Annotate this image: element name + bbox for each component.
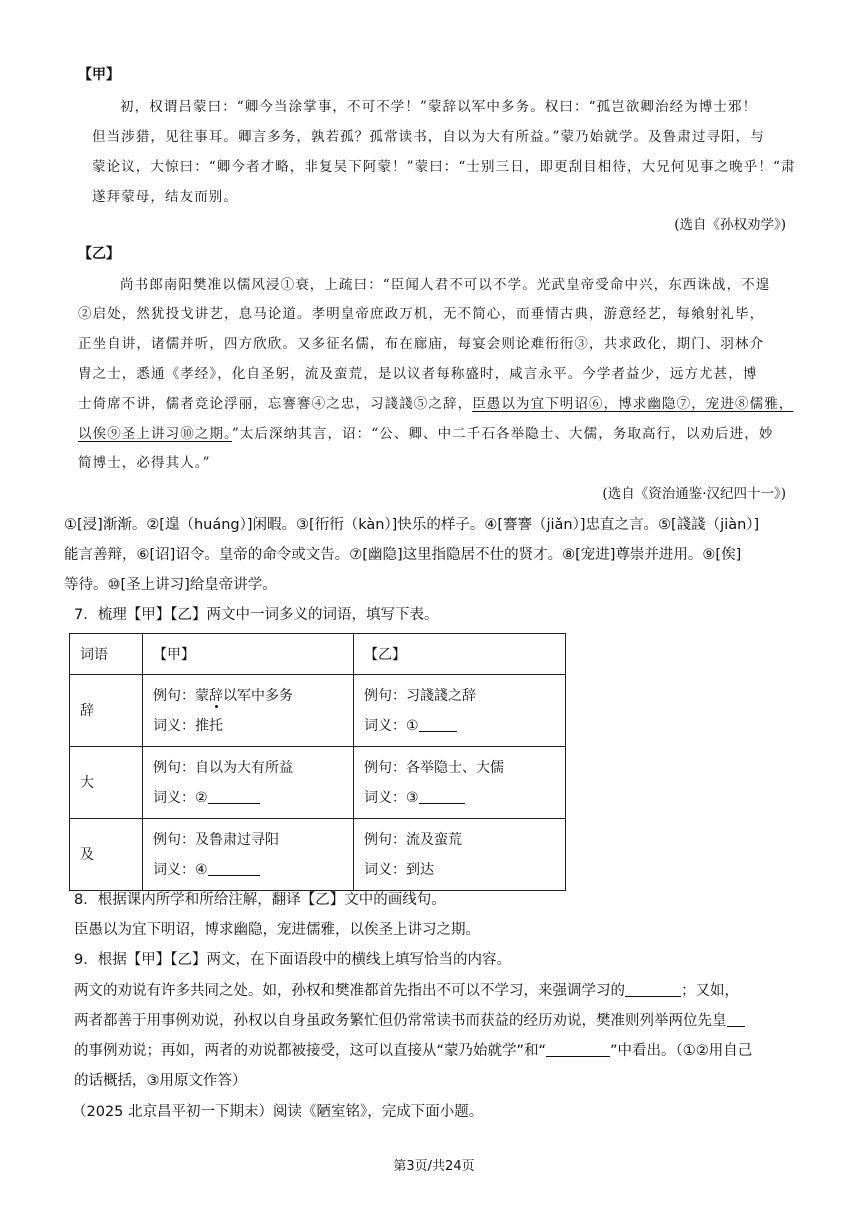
jia-meaning: 词义：② <box>153 783 343 813</box>
yi-line-1: 尚书郎南阳樊准以儒风浸①衰，上疏曰：“臣闻人君不可以不学。光武皇帝受命中兴，东西诛战，不遑 <box>120 277 771 293</box>
jia-line-2: 但当涉猎，见往事耳。卿言多务，孰若孤？孤常读书，自以为大有所益。”蒙乃始就学。及鲁肃过寻阳，与 <box>92 129 765 145</box>
yi-example: 例句：习諓諓之辞 <box>364 687 476 704</box>
yi-line-3: 正坐自讲，诸儒并听，四方欣欣。又多征名儒，布在廊庙，每宴会则论难衎衎③，共求政化，期门、羽林介 <box>78 336 765 352</box>
jia-line-1: 初，权谓吕蒙曰：“卿今当涂掌事，不可不学！”蒙辞以军中多务。权曰：“孤岂欲卿治经为博士邪！ <box>120 99 758 115</box>
yi-line-5 <box>78 393 793 415</box>
underlined-sentence-part-1: 臣愚以为宜下明诏⑥，博求幽隐⑦，宠进⑧儒雅， <box>472 396 794 412</box>
row-word: 大 <box>70 747 143 819</box>
answer-blank[interactable] <box>208 789 260 804</box>
yi-line-7: 简博士，必得其人。” <box>78 455 211 471</box>
jia-meaning: 词义：④ <box>153 855 343 885</box>
jia-example: 例句：及鲁肃过寻阳 <box>153 831 279 848</box>
q9-line-3: 的事例劝说；再如，两者的劝说都被接受，这可以直接从“蒙乃始就学”和“ ”中看出。（①②用自己 <box>74 1043 753 1059</box>
row-jia-cell <box>143 675 354 747</box>
q9-prompt: 9．根据【甲】【乙】两文，在下面语段中的横线上填写恰当的内容。 <box>74 952 511 968</box>
section-label-yi: 【乙】 <box>78 246 120 262</box>
yi-line-6 <box>78 423 773 445</box>
header-word: 词语 <box>70 634 143 675</box>
row-jia-cell <box>143 819 354 891</box>
yi-line-2: ②启处，然犹投戈讲艺，息马论道。孝明皇帝庶政万机，无不简心，而垂情古典，游意经艺，每飨射礼毕， <box>78 306 765 322</box>
q9-line-1: 两文的劝说有许多共同之处。如，孙权和樊准都首先指出不可以不学习，来强调学习的 ；又如， <box>74 983 739 999</box>
row-yi-cell <box>354 675 566 747</box>
answer-blank[interactable] <box>419 789 465 804</box>
row-word: 及 <box>70 819 143 891</box>
notes-line-2: 能言善辩，⑥[诏]诏令。皇帝的命令或文告。⑦[幽隐]这里指隐居不仕的贤才。⑧[宠进]尊崇并进用。⑨[俟] <box>64 547 742 563</box>
answer-blank[interactable] <box>625 982 681 997</box>
header-jia: 【甲】 <box>143 634 354 675</box>
answer-blank[interactable] <box>419 717 457 732</box>
row-word: 辞 <box>70 675 143 747</box>
table-row <box>70 675 566 747</box>
q9-line-4: 的话概括，③用原文作答） <box>74 1073 247 1089</box>
next-item-intro: （2025 北京昌平初一下期末）阅读《陋室铭》，完成下面小题。 <box>72 1104 484 1120</box>
yi-example: 例句：各举隐士、大儒 <box>364 759 504 776</box>
yi-source: (选自《资治通鉴·汉纪四十一》) <box>602 486 786 502</box>
q9-line-2: 两者都善于用事例劝说，孙权以自身虽政务繁忙但仍常常读书而获益的经历劝说，樊准则列举两位先皇 <box>74 1010 745 1032</box>
answer-blank[interactable] <box>546 1042 610 1057</box>
answer-blank[interactable] <box>727 1012 745 1027</box>
header-yi: 【乙】 <box>354 634 566 675</box>
notes-line-1: ①[浸]渐渐。②[遑（huáng）]闲暇。③[衎衎（kàn）]快乐的样子。④[謇謇（jiǎn）]忠直之言。⑤[諓諓（jiàn）] <box>64 517 760 533</box>
q7-prompt: 7．梳理【甲】【乙】两文中一词多义的词语，填写下表。 <box>74 607 439 623</box>
yi-meaning: 词义：③ <box>364 783 555 813</box>
jia-meaning: 词义：推托 <box>153 717 223 734</box>
page-number: 第3页/共24页 <box>393 1159 475 1174</box>
vocab-table <box>69 633 566 891</box>
q8-sentence: 臣愚以为宜下明诏，博求幽隐，宠进儒雅，以俟圣上讲习之期。 <box>74 922 480 938</box>
jia-example: 例句：自以为大有所益 <box>153 759 293 776</box>
row-yi-cell <box>354 747 566 819</box>
jia-line-3: 蒙论议，大惊曰：“卿今者才略，非复吴下阿蒙！”蒙曰：“士别三日，即更刮目相待，大兄何见事之晚乎！“肃 <box>92 159 796 175</box>
jia-line-4: 遂拜蒙母，结友而别。 <box>92 189 238 205</box>
q8-prompt: 8．根据课内所学和所给注解，翻译【乙】文中的画线句。 <box>74 892 446 908</box>
row-yi-cell <box>354 819 566 891</box>
row-jia-cell <box>143 747 354 819</box>
yi-line-5-text: 士倚席不讲，儒者竞论浮丽，忘謇謇④之忠，习諓諓⑤之辞， <box>78 396 473 412</box>
yi-meaning: 词义：到达 <box>364 861 434 878</box>
jia-source: (选自《孙权劝学》) <box>674 217 786 233</box>
jia-example: 例句：蒙辞以军中多务 <box>153 687 293 704</box>
yi-example: 例句：流及蛮荒 <box>364 831 462 848</box>
table-row <box>70 747 566 819</box>
emphasis-dot-char: 辞 <box>209 687 223 704</box>
table-row <box>70 819 566 891</box>
table-header-row <box>70 634 566 675</box>
yi-line-6-rest: ”太后深纳其言，诏：“公、卿、中二千石各举隐士、大儒，务取高行，以劝后进，妙 <box>231 426 774 442</box>
notes-line-3: 等待。⑩[圣上讲习]给皇帝讲学。 <box>64 577 277 593</box>
yi-line-4: 胄之士，悉通《孝经》，化自圣躬，流及蛮荒，是以议者每称盛时，咸言永平。今学者益少，远方尤甚，博 <box>78 366 758 382</box>
section-label-jia: 【甲】 <box>78 67 120 83</box>
yi-meaning: 词义：① <box>364 711 555 741</box>
underlined-sentence-part-2: 以俟⑨圣上讲习⑩之期。 <box>78 426 232 442</box>
answer-blank[interactable] <box>208 861 260 876</box>
